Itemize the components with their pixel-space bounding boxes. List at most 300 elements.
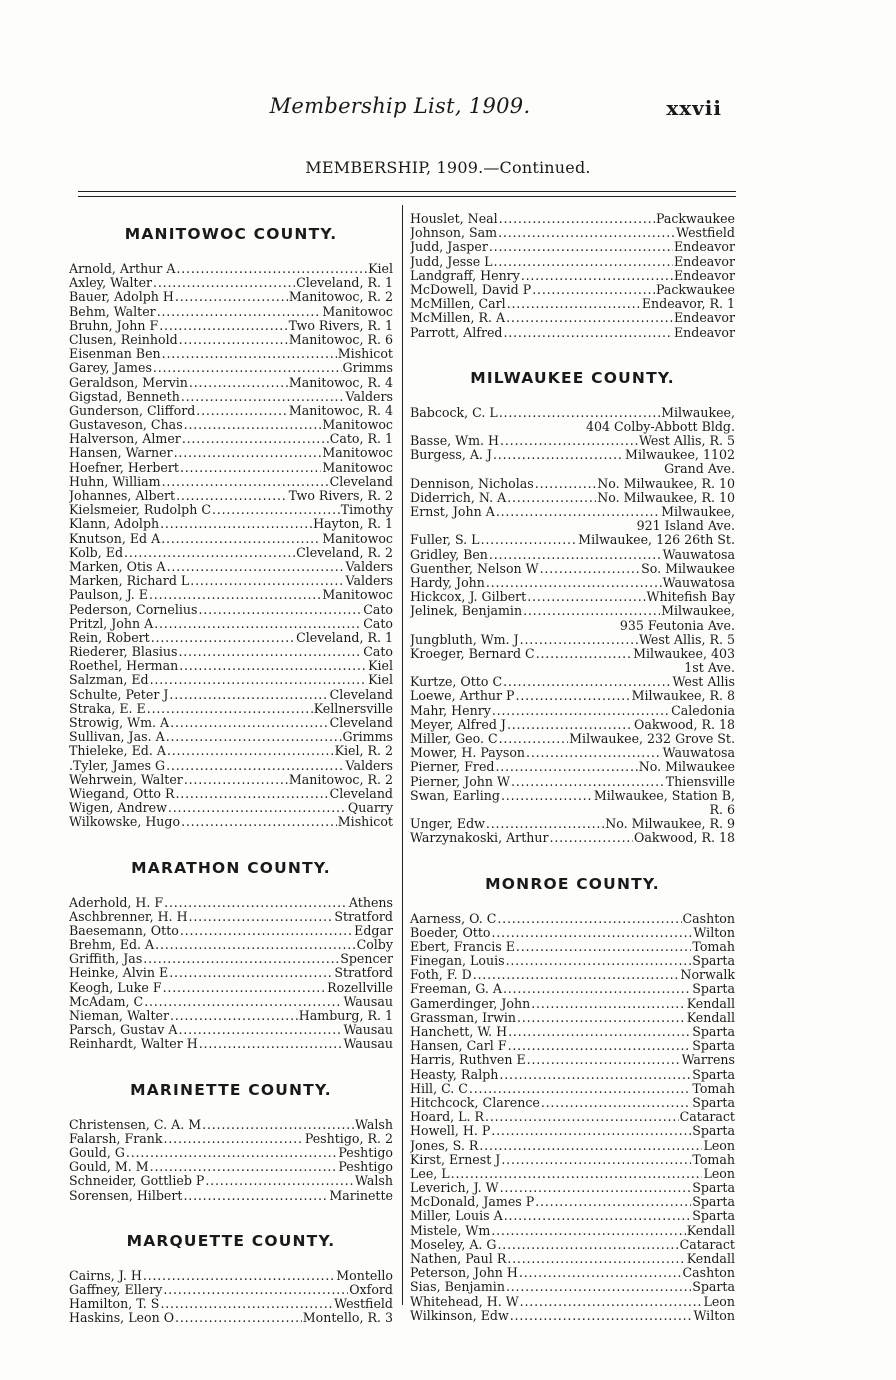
member-place: Westfield <box>334 1297 393 1312</box>
dot-leader <box>181 390 345 404</box>
member-address-continuation: Grand Ave. <box>664 461 735 477</box>
member-place: Mishicot <box>337 347 393 362</box>
dot-leader <box>176 489 287 503</box>
member-name: Klann, Adolph <box>69 517 160 532</box>
member-entry <box>69 1311 393 1325</box>
member-name: Swan, Earling <box>410 788 500 803</box>
member-entry <box>69 995 393 1009</box>
member-entry <box>69 1132 393 1146</box>
member-address-continuation: 1st Ave. <box>684 660 735 676</box>
member-name: Pierner, John W <box>410 774 510 789</box>
member-place: Kendall <box>686 996 735 1011</box>
member-name: Pederson, Cornelius <box>69 602 198 617</box>
dot-leader <box>189 376 288 390</box>
dot-leader <box>170 1009 298 1023</box>
county-heading: MILWAUKEE COUNTY. <box>470 368 675 387</box>
member-name: Eisenman Ben <box>69 347 161 362</box>
dot-leader <box>451 1167 703 1181</box>
member-place: Sparta <box>692 1067 735 1082</box>
member-entry <box>69 1174 393 1188</box>
member-entry <box>410 226 735 240</box>
dot-leader <box>507 1252 685 1266</box>
member-name: Griffith, Jas <box>69 952 143 967</box>
member-place: Cato <box>363 645 393 660</box>
member-entry <box>410 1181 735 1195</box>
dot-leader <box>486 817 604 831</box>
member-entry <box>69 730 393 744</box>
member-name: Lee, L <box>410 1166 450 1181</box>
member-place: Oakwood, R. 18 <box>634 717 735 732</box>
member-name: Warzynakoski, Arthur <box>410 831 549 846</box>
member-entry <box>410 1280 735 1294</box>
right-column <box>410 212 735 1323</box>
member-entry <box>410 675 735 689</box>
member-place: Peshtigo <box>338 1160 393 1175</box>
member-entry <box>410 912 735 926</box>
member-place: Stratford <box>334 966 393 981</box>
member-place: Sparta <box>692 1181 735 1196</box>
dot-leader <box>493 448 624 462</box>
member-entry <box>410 789 735 803</box>
member-place: Wauwatosa <box>662 547 735 562</box>
county-heading: MANITOWOC COUNTY. <box>124 225 338 243</box>
dot-leader <box>491 926 692 940</box>
dot-leader <box>489 548 662 562</box>
dot-leader <box>166 759 344 773</box>
member-name: Miller, Louis A <box>410 1209 503 1224</box>
member-name: Wiegand, Otto R <box>69 786 175 801</box>
member-name: Halverson, Almer <box>69 432 181 447</box>
member-name: Miller, Geo. C <box>410 732 498 746</box>
dot-leader <box>144 995 342 1009</box>
member-entry <box>69 910 393 924</box>
member-name: Johannes, Albert <box>69 489 176 503</box>
member-entry <box>410 1082 735 1096</box>
member-name: Heinke, Alvin E <box>69 966 169 981</box>
dot-leader <box>508 1039 692 1053</box>
member-entry <box>410 283 735 297</box>
dot-leader <box>495 760 637 774</box>
member-place: West Allis, R. 5 <box>638 632 735 647</box>
member-name: Meyer, Alfred J <box>410 717 506 732</box>
dot-leader <box>212 503 340 517</box>
member-place: Walsh <box>355 1174 393 1189</box>
member-place: Milwaukee, <box>661 604 735 619</box>
page-number: xxvii <box>666 96 722 120</box>
dot-leader <box>126 1146 337 1160</box>
member-entry <box>410 269 735 283</box>
member-name: Parrott, Alfred <box>410 325 503 340</box>
dot-leader <box>485 1110 679 1124</box>
member-name: Gaffney, Ellery <box>69 1282 163 1297</box>
member-name: Sullivan, Jas. A <box>69 730 165 745</box>
dot-leader <box>507 297 641 311</box>
member-name: Paulson, J. E <box>69 588 148 603</box>
member-entry <box>69 418 393 432</box>
member-entry <box>69 475 393 489</box>
county-section <box>410 212 735 340</box>
member-name: Kurtze, Otto C <box>410 675 503 690</box>
member-place: Kendall <box>686 1010 735 1025</box>
member-entry <box>410 1266 735 1280</box>
member-name: Wilkowske, Hugo <box>69 815 181 830</box>
dot-leader <box>124 546 295 560</box>
member-name: Diderrich, N. A <box>410 490 507 505</box>
dot-leader <box>516 940 692 954</box>
member-name: Judd, Jasper <box>410 240 488 255</box>
member-entry <box>69 503 393 517</box>
dot-leader <box>163 1283 348 1297</box>
dot-leader <box>205 1174 354 1188</box>
member-name: Mistele, Wm <box>410 1223 491 1238</box>
member-place: Oxford <box>349 1282 393 1297</box>
member-place: Sparta <box>692 1095 735 1110</box>
member-entry <box>69 896 393 910</box>
member-entry <box>69 319 393 333</box>
member-entry <box>69 532 393 546</box>
member-name: Huhn, William <box>69 474 161 489</box>
member-place: Colby <box>356 938 393 953</box>
dot-leader <box>155 938 355 952</box>
member-name: Falarsh, Frank <box>69 1131 163 1146</box>
dot-leader <box>167 744 334 758</box>
member-entry <box>69 787 393 801</box>
member-entry <box>69 1146 393 1160</box>
member-entry <box>410 1011 735 1025</box>
member-entry <box>69 981 393 995</box>
member-name: Bruhn, John F <box>69 318 159 333</box>
member-entry <box>69 432 393 446</box>
member-name: Heasty, Ralph <box>410 1067 499 1082</box>
dot-leader <box>517 1011 686 1025</box>
member-place: Wausau <box>343 1037 393 1052</box>
member-place: Wilton <box>693 925 735 940</box>
member-entry <box>69 815 393 829</box>
member-name: Gridley, Ben <box>410 547 488 562</box>
member-place: Manitowoc <box>322 304 393 319</box>
dot-leader <box>491 1224 685 1238</box>
member-name: Kolb, Ed <box>69 545 124 560</box>
member-place: Milwaukee, 232 Grove St. <box>569 732 735 746</box>
member-entry <box>69 688 393 702</box>
member-name: Hardy, John <box>410 575 485 590</box>
dot-leader <box>535 1195 691 1209</box>
dot-leader <box>180 461 321 475</box>
member-place: Sparta <box>692 1195 735 1210</box>
member-place: Kiel <box>368 673 393 688</box>
member-name: McDonald, James P <box>410 1195 535 1210</box>
member-entry <box>410 240 735 254</box>
member-entry <box>410 448 735 462</box>
member-entry <box>69 546 393 560</box>
dot-leader <box>532 283 655 297</box>
dot-leader <box>151 631 295 645</box>
dot-leader <box>489 240 673 254</box>
member-name: Loewe, Arthur P <box>410 689 515 704</box>
member-place: Montello, R. 3 <box>302 1311 393 1326</box>
dot-leader <box>170 716 328 730</box>
member-name: Cairns, J. H <box>69 1268 142 1283</box>
member-place: Grimms <box>342 730 393 745</box>
member-name: Reinhardt, Walter H <box>69 1037 198 1052</box>
member-entry <box>69 938 393 952</box>
member-place: Valders <box>345 574 393 589</box>
dot-leader <box>527 590 645 604</box>
member-place: Grimms <box>342 361 393 376</box>
member-entry <box>69 1189 393 1203</box>
dot-leader <box>508 1025 691 1039</box>
member-entry <box>69 276 393 290</box>
dot-leader <box>498 226 675 240</box>
dot-leader <box>496 505 660 519</box>
member-place: Packwaukee <box>655 282 735 297</box>
member-entry <box>69 376 393 390</box>
dot-leader <box>500 1181 692 1195</box>
member-place: Cleveland <box>329 474 393 489</box>
member-name: Johnson, Sam <box>410 226 498 241</box>
dot-leader <box>179 659 367 673</box>
member-name: Roethel, Herman <box>69 659 179 674</box>
member-place: Sparta <box>692 1124 735 1139</box>
dot-leader <box>182 432 329 446</box>
member-entry <box>410 1195 735 1209</box>
county-section <box>69 1080 393 1203</box>
member-entry <box>410 297 735 311</box>
dot-leader <box>526 746 662 760</box>
member-entry <box>69 517 393 531</box>
member-entry <box>69 446 393 460</box>
dot-leader <box>167 560 345 574</box>
member-place: Cataract <box>679 1110 735 1125</box>
member-entry <box>410 940 735 954</box>
member-name: McMillen, R. A <box>410 311 506 326</box>
dot-leader <box>499 406 660 420</box>
dot-leader <box>536 647 632 661</box>
dot-leader <box>190 574 344 588</box>
county-heading: MARQUETTE COUNTY. <box>126 1231 336 1250</box>
member-entry <box>410 954 735 968</box>
member-entry <box>69 603 393 617</box>
dot-leader <box>501 789 593 803</box>
member-place: Milwaukee, 1102 <box>625 448 735 463</box>
member-place: Packwaukee <box>655 212 735 226</box>
member-entry <box>69 1269 393 1283</box>
left-column <box>69 224 393 1325</box>
member-place: Endeavor <box>673 311 735 326</box>
dot-leader <box>202 1118 354 1132</box>
dot-leader <box>503 675 671 689</box>
member-entry <box>69 1009 393 1023</box>
member-name: Basse, Wm. H <box>410 434 500 449</box>
member-place: Manitowoc, R. 6 <box>288 332 393 347</box>
member-name: Marken, Richard L <box>69 574 190 589</box>
member-name: Baesemann, Otto <box>69 923 179 938</box>
dot-leader <box>175 787 328 801</box>
member-name: Hansen, Warner <box>69 446 173 461</box>
member-entry <box>410 926 735 940</box>
member-place: Oakwood, R. 18 <box>634 831 735 846</box>
member-place: Milwaukee, 126 26th St. <box>578 533 735 548</box>
dot-leader <box>176 262 367 276</box>
member-place: Stratford <box>334 909 393 924</box>
member-entry <box>69 1023 393 1037</box>
member-entry <box>410 1096 735 1110</box>
dot-leader <box>511 775 665 789</box>
member-name: Landgraff, Henry <box>410 268 520 283</box>
member-entry <box>69 262 393 276</box>
member-entry <box>69 333 393 347</box>
member-entry <box>410 1110 735 1124</box>
dot-leader <box>492 704 670 718</box>
member-name: Kroeger, Bernard C <box>410 646 535 661</box>
member-entry <box>69 716 393 730</box>
dot-leader <box>499 732 569 746</box>
member-entry <box>69 347 393 361</box>
member-name: Hansen, Carl F <box>410 1039 507 1054</box>
member-place: Endeavor, R. 1 <box>641 297 735 312</box>
member-place: Milwaukee, <box>661 405 735 420</box>
member-place: Kendall <box>686 1223 735 1238</box>
member-entry <box>410 1124 735 1138</box>
member-place: Quarry <box>347 801 393 816</box>
member-entry <box>410 831 735 845</box>
member-name: Fuller, S. L <box>410 533 480 548</box>
dot-leader <box>175 1311 302 1325</box>
member-name: Gigstad, Benneth <box>69 389 180 404</box>
header-rule-top <box>78 191 736 192</box>
dot-leader <box>507 491 596 505</box>
dot-leader <box>491 1124 691 1138</box>
member-entry <box>410 533 735 547</box>
member-place: Cleveland <box>329 716 393 730</box>
dot-leader <box>169 966 333 980</box>
member-entry <box>69 617 393 631</box>
member-place: Valders <box>345 389 393 404</box>
member-name: Haskins, Leon O <box>69 1311 175 1326</box>
member-entry <box>69 588 393 602</box>
member-entry <box>69 1283 393 1297</box>
member-entry <box>69 461 393 475</box>
member-place: Timothy <box>340 503 393 518</box>
member-entry <box>410 1167 735 1181</box>
member-place: Endeavor <box>673 268 735 283</box>
member-entry <box>410 477 735 491</box>
member-entry <box>410 647 735 661</box>
member-name: Dennison, Nicholas <box>410 476 534 491</box>
member-place: Valders <box>345 758 393 773</box>
member-name: Aderhold, H. F <box>69 895 164 910</box>
member-entry <box>410 562 735 576</box>
member-place: Wauwatosa <box>662 746 735 761</box>
dot-leader <box>196 404 288 418</box>
member-name: Grassman, Irwin <box>410 1010 516 1025</box>
member-place: Tomah <box>692 1152 735 1167</box>
member-name: Judd, Jesse L <box>410 254 493 269</box>
member-entry <box>69 1037 393 1051</box>
member-name: Hoard, L. R <box>410 1110 485 1125</box>
dot-leader <box>506 311 673 325</box>
dot-leader <box>486 576 662 590</box>
member-entry <box>410 1039 735 1053</box>
member-name: Christensen, C. A. M <box>69 1117 202 1132</box>
member-place: Endeavor <box>673 240 735 255</box>
member-entry <box>410 548 735 562</box>
member-place: Manitowoc, R. 2 <box>288 290 393 305</box>
member-place: Warrens <box>681 1053 735 1068</box>
member-name: Garey, James <box>69 361 152 376</box>
dot-leader <box>161 532 321 546</box>
column-divider <box>402 205 403 1305</box>
member-name: Schulte, Peter J <box>69 687 169 702</box>
member-name: McDowell, David P <box>410 282 532 297</box>
dot-leader <box>163 981 327 995</box>
member-place: Wilton <box>693 1308 735 1323</box>
dot-leader <box>147 702 313 716</box>
member-place: Cato <box>363 602 393 617</box>
member-place: No. Milwaukee, R. 9 <box>605 817 735 832</box>
member-place: Manitowoc <box>322 531 393 546</box>
member-name: Straka, E. E <box>69 701 146 716</box>
member-place: Peshtigo <box>338 1145 393 1160</box>
member-address-continuation: R. 6 <box>709 801 735 817</box>
member-entry <box>410 760 735 774</box>
member-name: Sorensen, Hilbert <box>69 1188 183 1203</box>
dot-leader <box>162 347 337 361</box>
member-entry <box>410 1209 735 1223</box>
dot-leader <box>510 1309 693 1323</box>
member-place: Cato, R. 1 <box>329 432 393 447</box>
member-place: Whitefish Bay <box>646 590 735 605</box>
member-entry <box>410 732 735 746</box>
member-entry <box>410 1224 735 1238</box>
member-entry <box>69 390 393 404</box>
dot-leader <box>540 562 641 576</box>
member-entry <box>410 1139 735 1153</box>
member-name: Sias, Benjamin <box>410 1280 505 1295</box>
member-place: Leon <box>703 1294 735 1309</box>
member-name: Brehm, Ed. A <box>69 938 155 953</box>
member-name: Knutson, Ed A <box>69 531 161 546</box>
member-name: Hoefner, Herbert <box>69 460 179 475</box>
member-name: .Tyler, James G <box>69 758 166 773</box>
member-name: Nieman, Walter <box>69 1009 169 1023</box>
dot-leader <box>160 517 312 531</box>
dot-leader <box>541 1096 691 1110</box>
member-entry <box>69 404 393 418</box>
header-rule-bottom <box>78 196 736 197</box>
member-name: Gunderson, Clifford <box>69 403 196 418</box>
member-place: Wausau <box>343 1023 393 1038</box>
dot-leader <box>169 688 328 702</box>
member-entry <box>69 361 393 375</box>
county-heading: MARINETTE COUNTY. <box>130 1080 332 1099</box>
member-name: Behm, Walter <box>69 304 156 319</box>
member-place: Cleveland, R. 1 <box>296 630 393 645</box>
dot-leader <box>157 305 322 319</box>
member-entry <box>410 718 735 732</box>
member-place: No. Milwaukee, R. 10 <box>597 490 735 505</box>
member-name: Strowig, Wm. A <box>69 716 170 730</box>
member-place: Montello <box>336 1268 393 1283</box>
dot-leader <box>500 434 638 448</box>
member-name: Guenther, Nelson W <box>410 561 539 576</box>
member-place: Manitowoc, R. 4 <box>288 375 393 390</box>
member-name: Rein, Robert <box>69 630 150 645</box>
member-place: Hamburg, R. 1 <box>298 1009 393 1023</box>
member-entry <box>410 1068 735 1082</box>
member-name: Hill, C. C <box>410 1081 468 1096</box>
dot-leader <box>469 1082 692 1096</box>
